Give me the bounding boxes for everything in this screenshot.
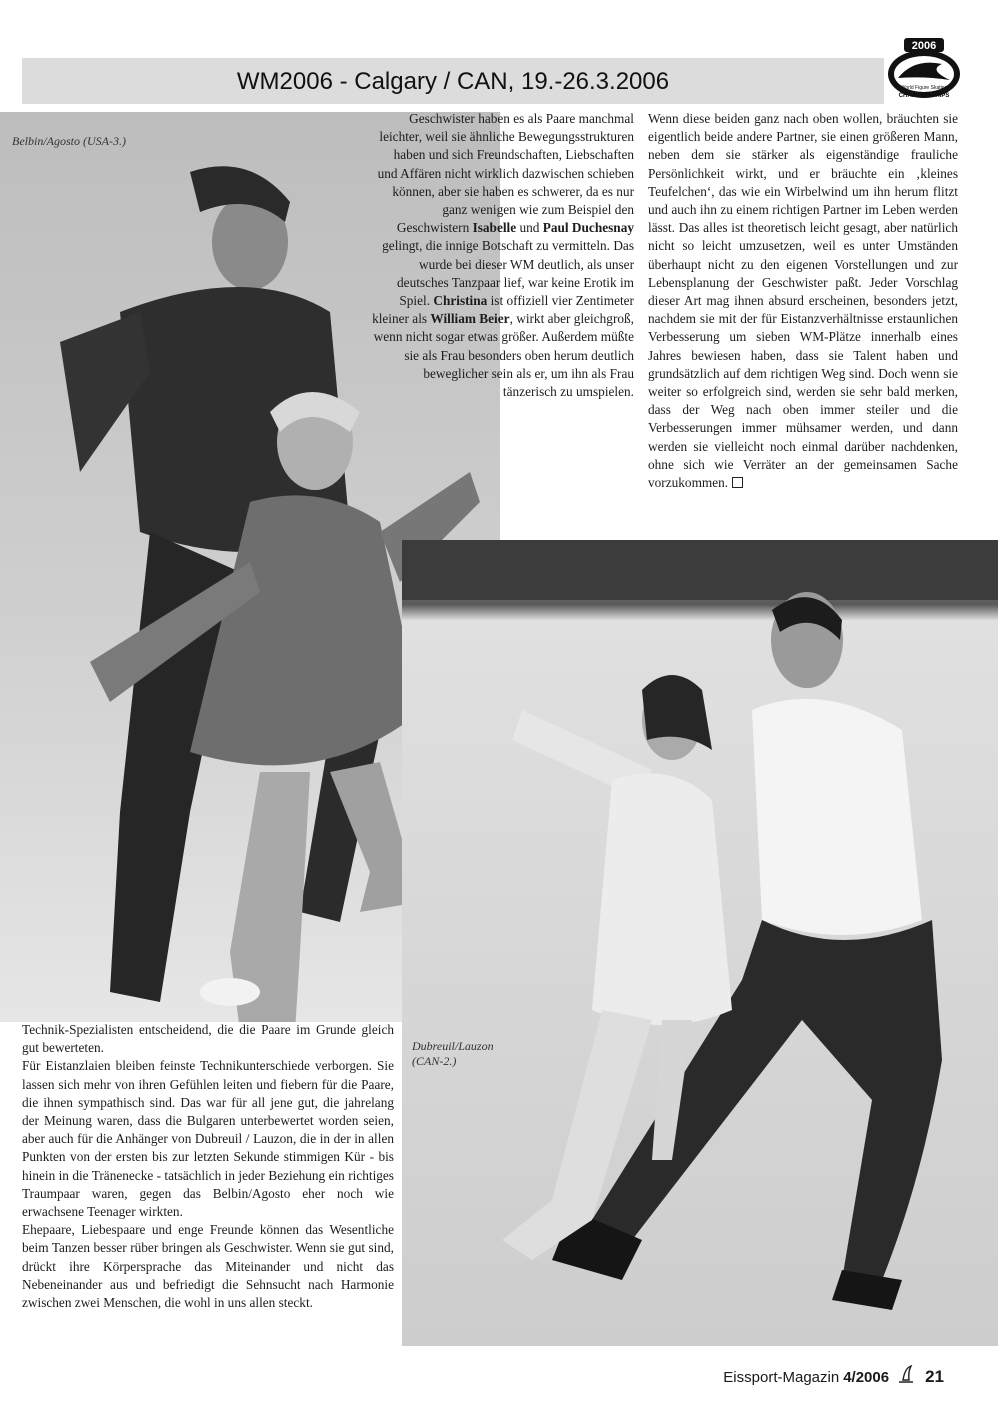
article-paragraph: Für Eistanzlaien bleiben feinste Technikunterschiede verborgen. Sie lassen sich mehr von ihren Gefühlen leiten und fiebern für die Paare, die ihnen sympathisch sind. Das war für all jene gut, die jahrelang der Meinung waren, dass die Bulgaren unterbewertet worden seien, aber auch für die Anhänger von Dubreuil / Lauzon, die in der in allen Punkten von der ersten bis zur letzten Sekunde stimmigen Kür - bis hinein in die Tränenecke - tatsächlich in jeder Beziehung ein richtiges Traumpaar waren, gegen das Belbin/Agosto eher noch wie erwachsene Teenager wirkten. [22,1058,394,1220]
wm-logo-icon [884,34,964,102]
text-run: ist offiziell vier Zentimeter kleiner als [372,293,634,327]
text-run: Wenn diese beiden ganz nach oben wollen, bräuchten sie eigentlich beide andere Partner, sie einen größeren Mann, neben dem sie stärker als eigenständige frauliche Persönlichkeit wirkt, und er bräuchte ein ‚kleines Teufelchen‘, das wie ein Wirbelwind um ihn herum flitzt und auch ihn zu einem richtigen Partner im Leben werden lässt. Das alles ist theoretisch leicht gesagt, aber natürlich nicht so leicht umzusetzen, weil es unter Umständen überhaupt nicht zu den eigenen Vorstellungen und zur Lebensplanung der Geschwister paßt. Jeder Vorschlag dieser Art mag ihnen absurd erscheinen, besonders jetzt, nachdem sie mit der für Eistanzverhältnisse erstaunlichen Verbesserung um sieben WM-Plätze innerhalb eines Jahres bewiesen haben, dass sie Talent haben und grundsätzlich auf dem richtigen Weg sind. Doch wenn sie weiter so erfolgreich sind, werden sie sehr bald merken, dass der Weg nach oben immer steiler und die Verbesserungen immer mühsamer werden, und dann werden sie vielleicht noch einmal darüber nachdenken, ohne sich wie Verräter an der gemeinsamen Sache vorzukommen. [648,111,958,491]
name-paul-duchesnay: Paul Duchesnay [542,220,634,236]
logo-year: 2006 [911,40,937,52]
end-mark-icon [732,477,743,488]
page-title: WM2006 - Calgary / CAN, 19.-26.3.2006 [236,68,670,95]
skater-logo-icon [895,1364,917,1386]
page-footer [600,1364,944,1386]
magazine-name: Eissport-Magazin [723,1369,840,1386]
page-number: 21 [925,1367,944,1386]
article-paragraph [648,110,958,492]
article-paragraph [372,110,634,401]
name-isabelle: Isabelle [472,220,517,236]
logo-line-1: World Figure Skating [900,85,948,91]
name-william-beier: William Beier [430,311,510,327]
issue-number: 4/2006 [843,1369,890,1386]
photo-caption-belbin-agosto: Belbin/Agosto (USA-3.) [12,134,126,148]
article-column-middle [372,110,634,401]
photo-caption-dubreuil-lauzon: Dubreuil/Lauzon (CAN-2.) [412,1039,494,1068]
text-run: und [516,220,543,236]
logo-line-2: CHAMPIONSHIPS [898,93,950,99]
text-run: , wirkt aber gleichgroß, wenn nicht sogar etwas größer. Außerdem müßte sie als Frau besonders oben herum deutlich beweglicher sein als er, um ihn als Frau tänzerisch zu umspielen. [373,311,634,400]
article-column-right [648,110,958,492]
name-christina: Christina [433,293,488,309]
article-column-bottom [22,1021,394,1312]
wm-logo [884,34,964,102]
article-paragraph: Technik-Spezialisten entscheidend, die die Paare im Grunde gleich gut bewerteten. [22,1022,394,1056]
photo-dubreuil-lauzon [402,540,998,1346]
text-run: Geschwister haben es als Paare manchmal leichter, weil sie ähnliche Bewegungsstrukturen haben und sich Freundschaften, Liebschaften und Affären nicht wirklich dazwischen schieben können, aber sie haben es schwerer, da es nur ganz wenigen wie zum Beispiel den Geschwistern [377,111,634,236]
article-paragraph: Ehepaare, Liebespaare und enge Freunde können das Wesentliche beim Tanzen besser rüber bringen als Geschwister. Wenn sie gut sind, drückt ihre Körpersprache das Miteinander und nicht das Nebeneinander aus und befriedigt die Sehnsucht nach Harmonie zwischen zwei Menschen, die wohl in uns allen steckt. [22,1222,394,1311]
text-run: gelingt, die innige Botschaft zu vermitteln. Das wurde bei dieser WM deutlich, als unser deutsches Tanzpaar lief, war keine Erotik im Spiel. [382,238,634,309]
